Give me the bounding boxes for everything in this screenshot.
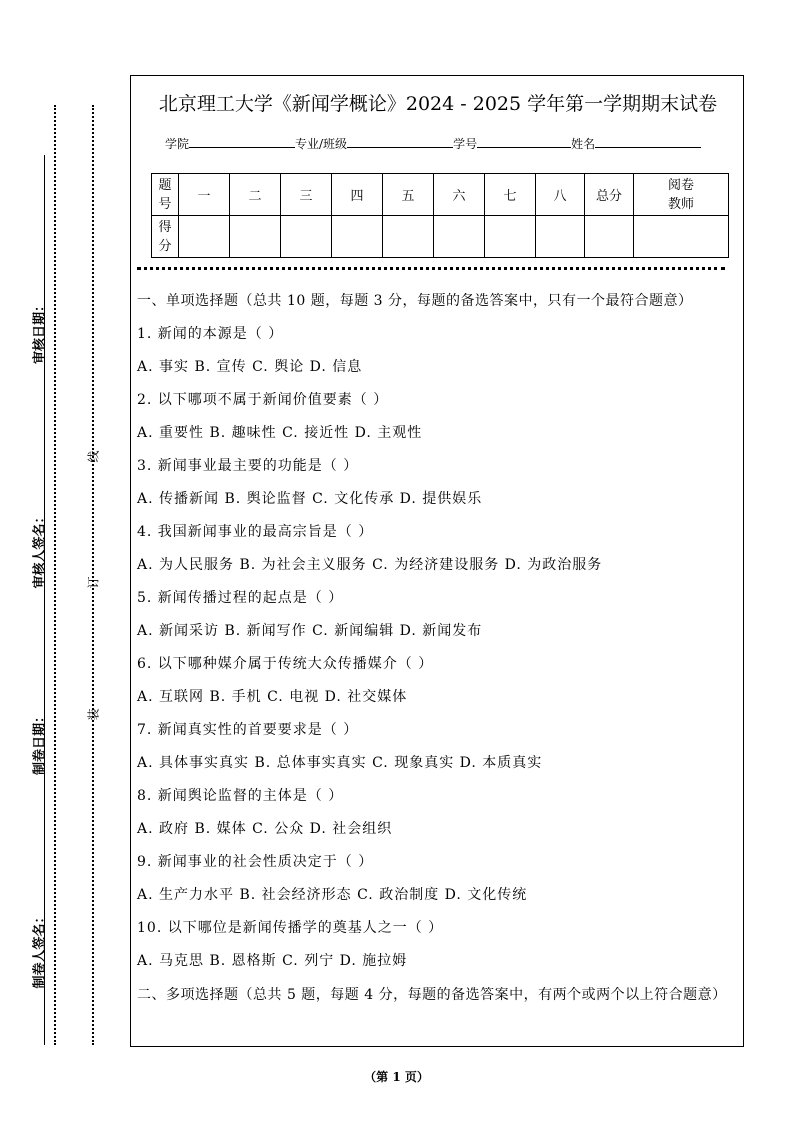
question-options: A. 为人民服务 B. 为社会主义服务 C. 为经济建设服务 D. 为政治服务 (137, 557, 603, 573)
score-cell[interactable] (179, 216, 230, 258)
question-text: 4. 我国新闻事业的最高宗旨是（ ） (137, 524, 374, 540)
col-header-total: 总分 (585, 174, 634, 216)
question-options: A. 互联网 B. 手机 C. 电视 D. 社交媒体 (137, 689, 408, 705)
col-header: 八 (536, 174, 585, 216)
col-header: 一 (179, 174, 230, 216)
question-area (137, 291, 741, 1006)
question-text: 3. 新闻事业最主要的功能是（ ） (137, 458, 359, 474)
college-field[interactable] (189, 135, 295, 148)
id-label: 学号 (453, 137, 478, 151)
col-header: 七 (485, 174, 536, 216)
score-cell[interactable] (536, 216, 585, 258)
score-cell[interactable] (434, 216, 485, 258)
col-header: 四 (332, 174, 383, 216)
header-cell-reviewer: 阅卷 教师 (634, 174, 729, 216)
score-cell[interactable] (383, 216, 434, 258)
score-table (151, 173, 729, 258)
student-info-row (165, 135, 701, 152)
name-field[interactable] (595, 135, 701, 148)
major-label: 专业/班级 (295, 137, 348, 151)
col-header: 三 (281, 174, 332, 216)
question-text: 7. 新闻真实性的首要要求是（ ） (137, 722, 359, 738)
section2-title: 二、多项选择题（总共 5 题，每题 4 分，每题的备选答案中，有两个或两个以上符合题意） (137, 987, 727, 1003)
make-date-label: 制卷日期： (32, 710, 48, 776)
question-options: A. 事实 B. 宣传 C. 舆论 D. 信息 (137, 359, 363, 375)
page-number: （第 1 页） (364, 1070, 429, 1084)
section1-title: 一、单项选择题（总共 10 题，每题 3 分，每题的备选答案中，只有一个最符合题意） (137, 293, 693, 309)
maker-sign-label: 制卷人签名： (32, 910, 48, 989)
question-text: 9. 新闻事业的社会性质决定于（ ） (137, 854, 374, 870)
bind-zhuang-char: 装 (86, 708, 101, 721)
question-text: 6. 以下哪种媒介属于传统大众传播媒介（ ） (137, 656, 434, 672)
col-header: 二 (230, 174, 281, 216)
score-cell-total[interactable] (585, 216, 634, 258)
score-cell[interactable] (281, 216, 332, 258)
question-options: A. 重要性 B. 趣味性 C. 接近性 D. 主观性 (137, 425, 423, 441)
col-header: 六 (434, 174, 485, 216)
question-options: A. 马克思 B. 恩格斯 C. 列宁 D. 施拉姆 (137, 953, 408, 969)
exam-frame (130, 75, 744, 1047)
question-text: 10. 以下哪位是新闻传播学的奠基人之一（ ） (137, 920, 444, 936)
major-field[interactable] (347, 135, 453, 148)
question-text: 8. 新闻舆论监督的主体是（ ） (137, 788, 344, 804)
score-cell[interactable] (485, 216, 536, 258)
name-label: 姓名 (571, 137, 596, 151)
bind-ding-char: 订 (86, 576, 101, 589)
student-id-field[interactable] (477, 135, 571, 148)
header-cell-score: 得 分 (152, 216, 179, 258)
question-text: 5. 新闻传播过程的起点是（ ） (137, 590, 344, 606)
header-cell-question-no: 题 号 (152, 174, 179, 216)
col-header: 五 (383, 174, 434, 216)
score-cell[interactable] (230, 216, 281, 258)
question-options: A. 生产力水平 B. 社会经济形态 C. 政治制度 D. 文化传统 (137, 887, 528, 903)
question-text: 2. 以下哪项不属于新闻价值要素（ ） (137, 392, 389, 408)
question-text: 1. 新闻的本源是（ ） (137, 326, 284, 342)
score-cell[interactable] (332, 216, 383, 258)
question-options: A. 具体事实真实 B. 总体事实真实 C. 现象真实 D. 本质真实 (137, 755, 543, 771)
review-date-label: 审核日期： (32, 299, 48, 365)
reviewer-sign-label: 审核人签名： (32, 510, 48, 589)
question-options: A. 传播新闻 B. 舆论监督 C. 文化传承 D. 提供娱乐 (137, 491, 483, 507)
score-cell-reviewer[interactable] (634, 216, 729, 258)
margin-dotted-line-outer (54, 105, 56, 1045)
question-options: A. 政府 B. 媒体 C. 公众 D. 社会组织 (137, 821, 393, 837)
exam-title: 北京理工大学《新闻学概论》2024 - 2025 学年第一学期期末试卷 (158, 93, 718, 115)
question-options: A. 新闻采访 B. 新闻写作 C. 新闻编辑 D. 新闻发布 (137, 623, 483, 639)
college-label: 学院 (165, 137, 190, 151)
bind-line-char: 线 (86, 450, 101, 463)
dotted-separator (137, 267, 725, 270)
